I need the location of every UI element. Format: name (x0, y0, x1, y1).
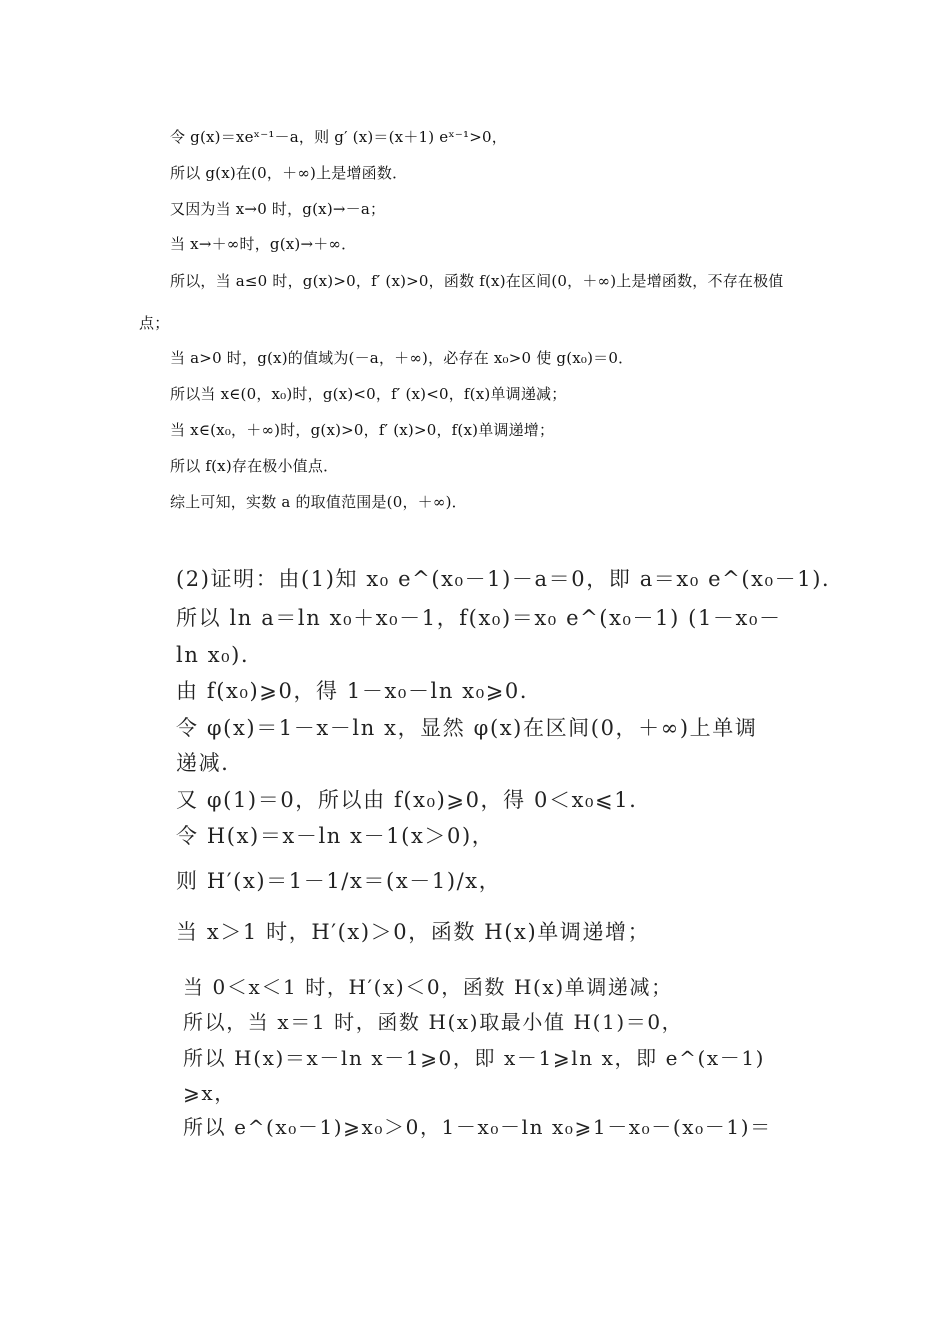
text-line: 所以 H(x)＝x－ln x－1⩾0，即 x－1⩾ln x，即 e^(x－1) (183, 1046, 766, 1070)
text-line: 递减． (176, 751, 244, 775)
text-line: 当 x→＋∞时，g(x)→＋∞． (170, 235, 357, 253)
text-line: 由 f(x₀)⩾0，得 1－x₀－ln x₀⩾0． (176, 679, 543, 703)
text-line: ⩾x， (183, 1081, 236, 1105)
text-line: ln x₀)． (176, 643, 264, 667)
text-line: (2)证明：由(1)知 x₀ e^(x₀－1)－a＝0，即 a＝x₀ e^(x₀－1)． (176, 567, 845, 591)
text-line: 所以 f(x)存在极小值点． (170, 457, 339, 475)
text-line: 当 x∈(x₀，＋∞)时，g(x)>0，f′ (x)>0，f(x)单调递增； (170, 421, 555, 439)
text-line: 当 x＞1 时，H′(x)＞0，函数 H(x)单调递增； (176, 920, 651, 944)
text-line: 当 a>0 时，g(x)的值域为(－a，＋∞)，必存在 x₀>0 使 g(x₀)＝0． (170, 349, 634, 367)
text-line: 所以 e^(x₀－1)⩾x₀＞0，1－x₀－ln x₀⩾1－x₀－(x₀－1)＝ (183, 1115, 772, 1139)
text-line: 所以，当 x＝1 时，函数 H(x)取最小值 H(1)＝0， (183, 1010, 684, 1034)
text-line: 令 H(x)＝x－ln x－1(x＞0)， (176, 824, 495, 848)
text-line: 当 0＜x＜1 时，H′(x)＜0，函数 H(x)单调递减； (183, 975, 673, 999)
text-line: 令 g(x)＝xeˣ⁻¹－a，则 g′ (x)＝(x＋1) eˣ⁻¹>0， (170, 128, 507, 146)
text-line: 令 φ(x)＝1－x－ln x，显然 φ(x)在区间(0，＋∞)上单调 (176, 716, 758, 740)
text-line: 所以，当 a≤0 时，g(x)>0，f′ (x)>0，函数 f(x)在区间(0，＋∞)上是增函数，不存在极值 (170, 272, 784, 290)
text-line: 点； (139, 314, 170, 332)
text-line: 又因为当 x→0 时，g(x)→－a； (170, 200, 386, 218)
text-line: 又 φ(1)＝0，所以由 f(x₀)⩾0，得 0＜x₀⩽1． (176, 788, 652, 812)
text-line: 所以 ln a＝ln x₀＋x₀－1，f(x₀)＝x₀ e^(x₀－1) (1－x₀－ (176, 606, 782, 630)
text-line: 所以当 x∈(0，x₀)时，g(x)<0，f′ (x)<0，f(x)单调递减； (170, 385, 567, 403)
text-line: 综上可知，实数 a 的取值范围是(0，＋∞)． (170, 493, 467, 511)
text-line: 所以 g(x)在(0，＋∞)上是增函数． (170, 164, 408, 182)
text-line: 则 H′(x)＝1－1/x＝(x－1)/x， (176, 869, 502, 893)
